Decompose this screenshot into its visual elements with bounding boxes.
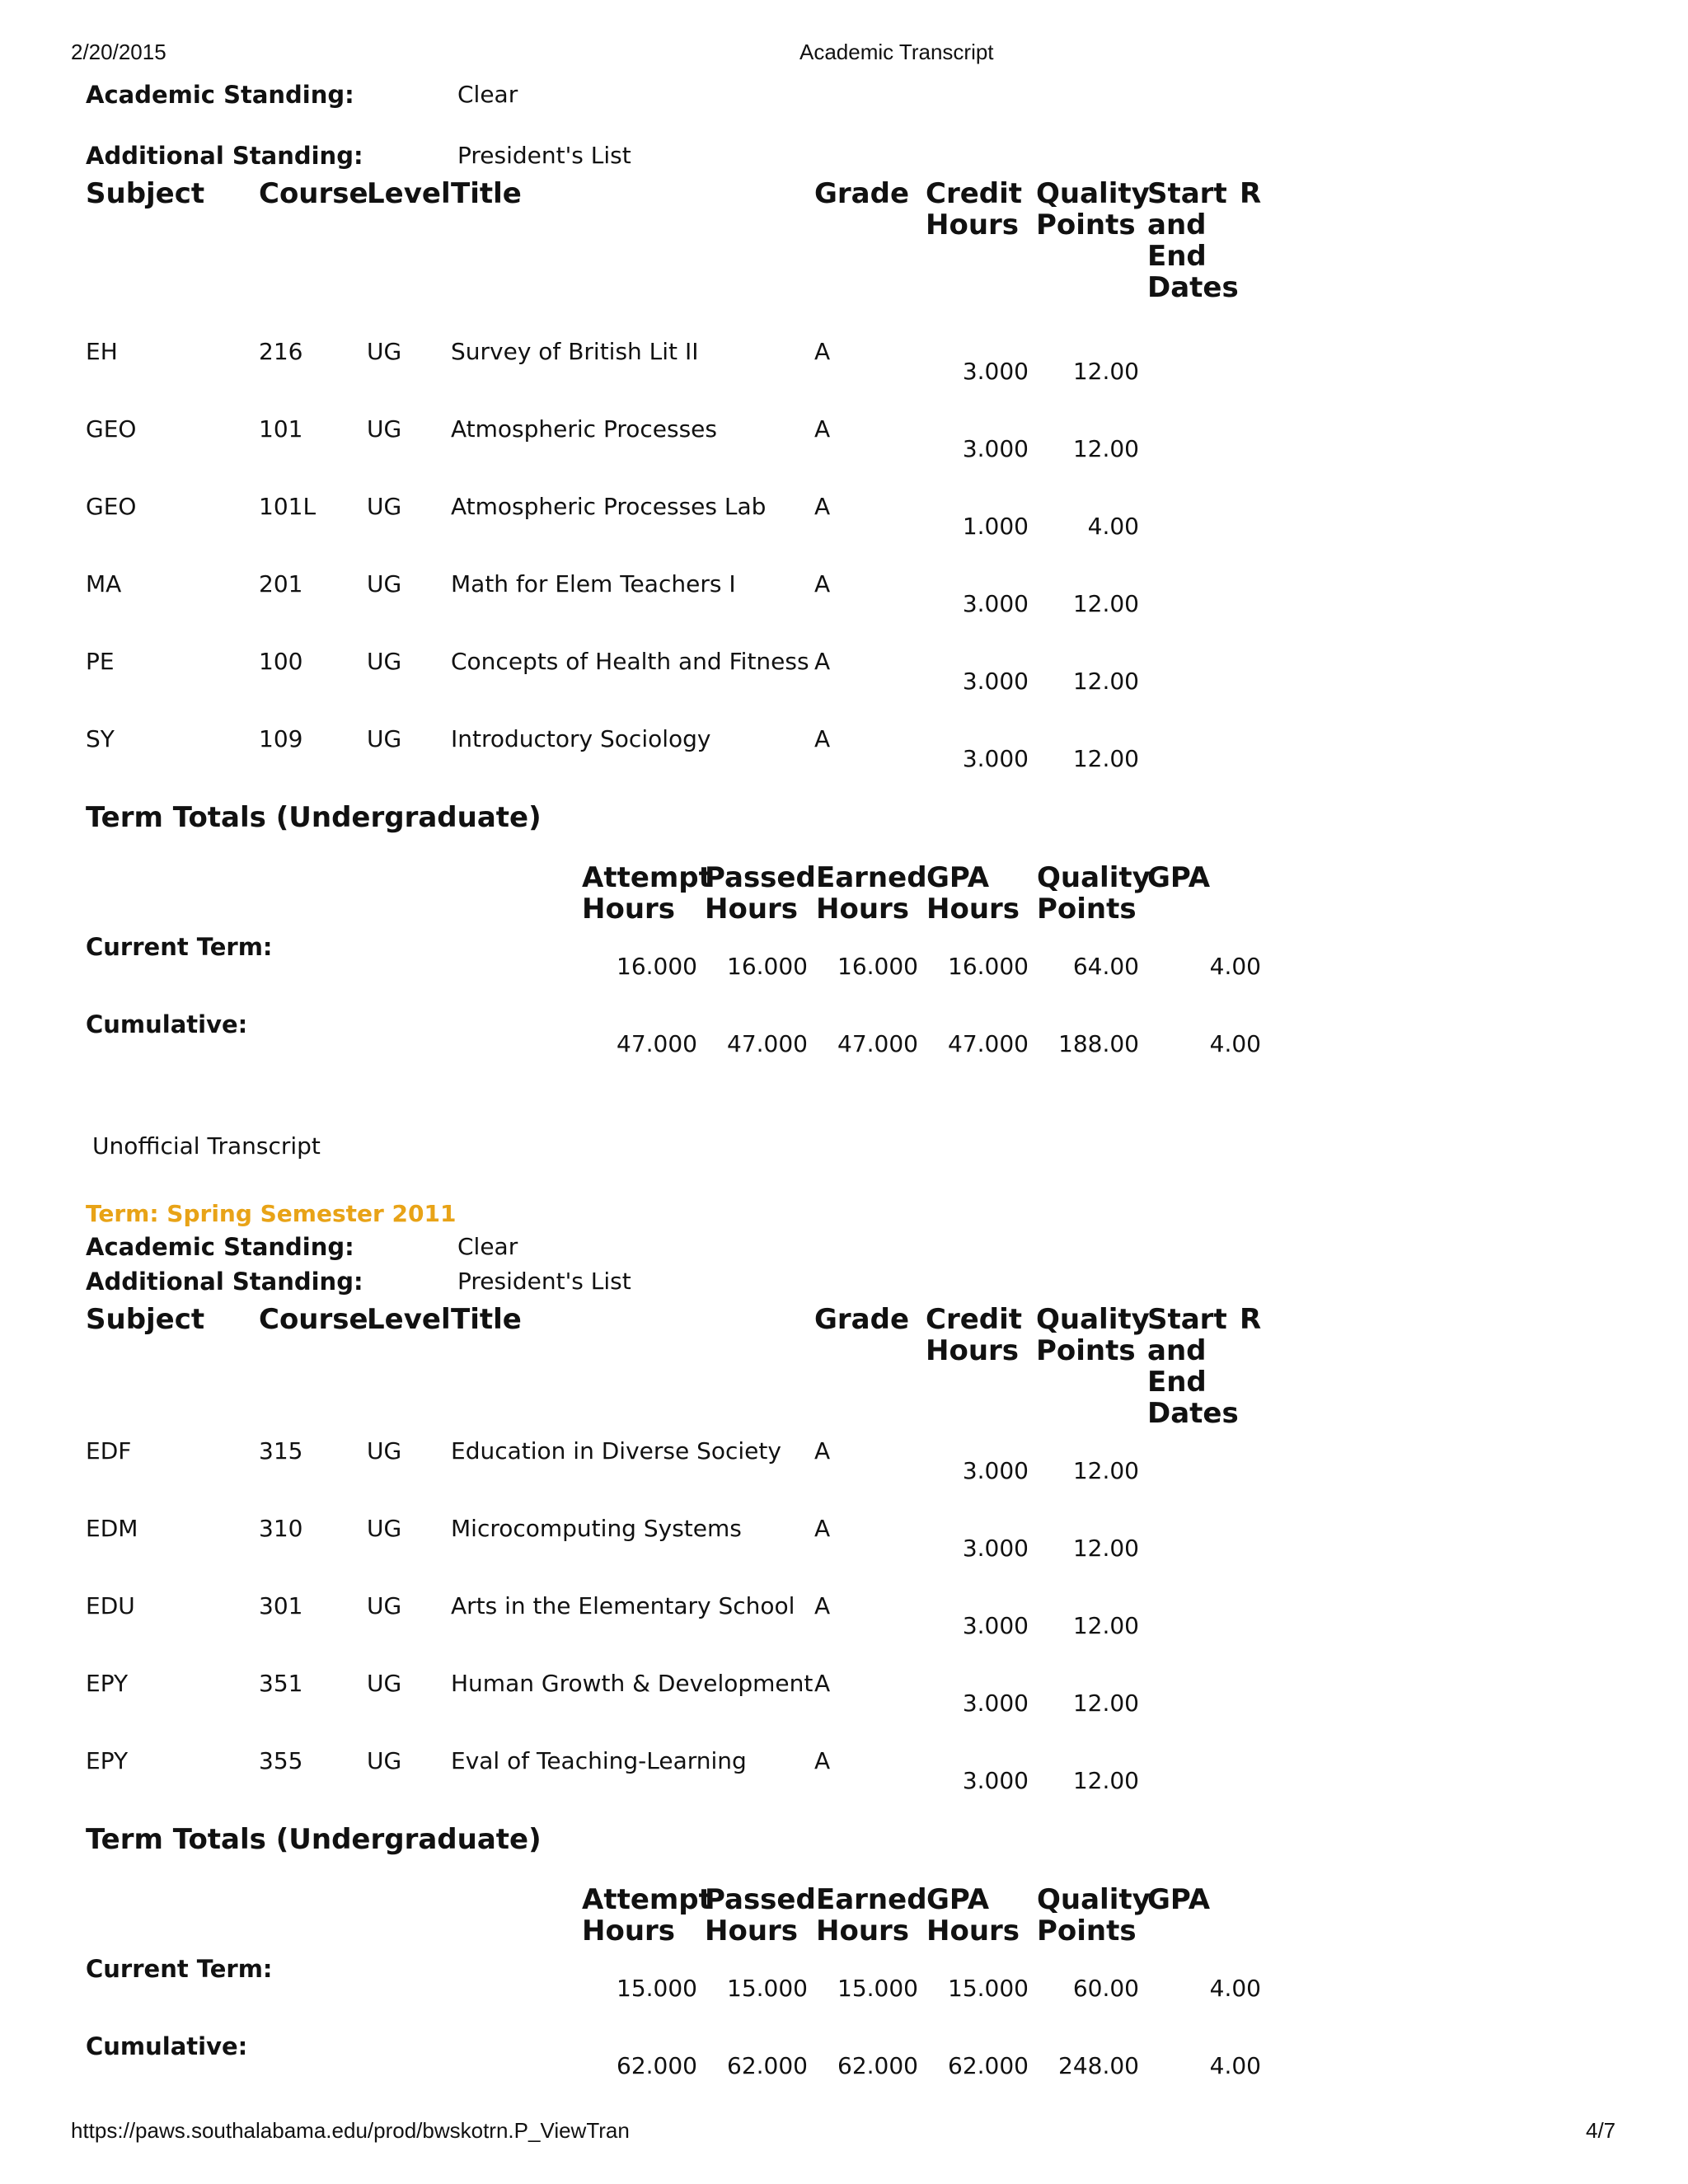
course-title: Introductory Sociology [451, 725, 711, 752]
academic-standing-label: Academic Standing: [86, 81, 354, 109]
totals-quality-points-header-line: Points [1037, 1915, 1137, 1947]
totals-gpa-hours-header-line: GPA [926, 1883, 990, 1916]
col-credit-hours-header-line: Hours [926, 1334, 1020, 1367]
course-grade: A [814, 725, 831, 752]
totals-passed-hours-header [705, 862, 816, 925]
course-credit-hours: 3.000 [962, 435, 1029, 462]
course-title: Concepts of Health and Fitness [451, 648, 809, 675]
col-dates-header-line: End [1147, 240, 1207, 273]
additional-standing-label: Additional Standing: [86, 142, 363, 170]
cumulative-gpa-hours: 62.000 [948, 2052, 1029, 2079]
course-title: Microcomputing Systems [451, 1515, 742, 1542]
course-number: 216 [259, 338, 303, 365]
course-credit-hours: 1.000 [962, 513, 1029, 540]
course-credit-hours: 3.000 [962, 1535, 1029, 1562]
term-totals-title: Term Totals (Undergraduate) [86, 801, 542, 834]
col-dates-header-line: Dates [1147, 1397, 1239, 1430]
course-number: 301 [259, 1592, 303, 1619]
col-r-header: R [1240, 1303, 1262, 1336]
course-level: UG [367, 1670, 402, 1697]
course-level: UG [367, 338, 402, 365]
totals-earned-hours-header [816, 1884, 927, 1947]
cumulative-gpa-hours: 47.000 [948, 1030, 1029, 1057]
totals-passed-hours-header-line: Hours [705, 1915, 799, 1947]
course-quality-points: 12.00 [1072, 1612, 1139, 1639]
academic-standing-value: Clear [457, 1233, 518, 1260]
col-credit-hours-header [926, 178, 1022, 241]
cumulative-gpa: 4.00 [1209, 1030, 1261, 1057]
course-quality-points: 12.00 [1072, 1690, 1139, 1717]
course-level: UG [367, 648, 402, 675]
col-course-header: Course [259, 1303, 368, 1336]
course-subject: PE [86, 648, 115, 675]
unofficial-transcript-note: Unofficial Transcript [92, 1132, 321, 1160]
col-grade-header: Grade [814, 1303, 910, 1336]
totals-gpa-header-line: GPA [1147, 1883, 1211, 1916]
course-number: 100 [259, 648, 303, 675]
course-level: UG [367, 725, 402, 752]
course-subject: GEO [86, 415, 137, 443]
current-term-quality: 60.00 [1072, 1975, 1139, 2002]
course-grade: A [814, 1747, 831, 1774]
col-title-header: Title [451, 177, 522, 210]
course-level: UG [367, 570, 402, 598]
course-quality-points: 12.00 [1072, 668, 1139, 695]
col-credit-hours-header-line: Credit [926, 1303, 1023, 1336]
additional-standing-label: Additional Standing: [86, 1268, 363, 1296]
totals-earned-hours-header-line: Earned [816, 861, 927, 894]
col-quality-points-header-line: Points [1036, 209, 1136, 241]
col-quality-points-header-line: Points [1036, 1334, 1136, 1367]
cumulative-quality: 188.00 [1058, 1030, 1139, 1057]
course-grade: A [814, 570, 831, 598]
totals-passed-hours-header-line: Passed [705, 1883, 816, 1916]
totals-attempt-hours-header-line: Hours [582, 1915, 676, 1947]
totals-passed-hours-header-line: Passed [705, 861, 816, 894]
totals-attempt-hours-header [582, 1884, 712, 1947]
totals-gpa-hours-header-line: Hours [926, 893, 1020, 926]
current-term-attempt: 15.000 [617, 1975, 697, 2002]
current-term-attempt: 16.000 [617, 953, 697, 980]
page-number: 4/7 [1586, 2118, 1616, 2143]
academic-standing-label: Academic Standing: [86, 1233, 354, 1261]
col-level-header: Level [367, 1303, 451, 1336]
current-term-passed: 16.000 [727, 953, 808, 980]
page-title: Academic Transcript [799, 40, 994, 64]
col-level-header: Level [367, 177, 451, 210]
course-title: Atmospheric Processes Lab [451, 493, 767, 520]
course-level: UG [367, 1437, 402, 1465]
course-level: UG [367, 493, 402, 520]
cumulative-passed: 47.000 [727, 1030, 808, 1057]
current-term-gpa: 4.00 [1209, 953, 1261, 980]
cumulative-earned: 62.000 [837, 2052, 918, 2079]
additional-standing-value: President's List [457, 142, 631, 169]
course-subject: EDF [86, 1437, 132, 1465]
course-subject: EDU [86, 1592, 135, 1619]
col-credit-hours-header [926, 1304, 1022, 1366]
totals-passed-hours-header [705, 1884, 816, 1947]
col-dates-header-line: and [1147, 209, 1207, 241]
current-term-earned: 15.000 [837, 1975, 918, 2002]
col-dates-header [1147, 178, 1239, 303]
course-title: Eval of Teaching-Learning [451, 1747, 747, 1774]
totals-attempt-hours-header-line: Attempt [582, 1883, 712, 1916]
totals-earned-hours-header-line: Hours [816, 1915, 910, 1947]
course-quality-points: 12.00 [1072, 358, 1139, 385]
current-term-label: Current Term: [86, 1955, 273, 1983]
col-dates-header-line: Start [1147, 1303, 1227, 1336]
academic-standing-value: Clear [457, 81, 518, 108]
totals-earned-hours-header-line: Earned [816, 1883, 927, 1916]
totals-gpa-header [1147, 862, 1210, 893]
course-subject: EDM [86, 1515, 138, 1542]
col-quality-points-header [1036, 1304, 1150, 1366]
current-term-earned: 16.000 [837, 953, 918, 980]
course-number: 355 [259, 1747, 303, 1774]
col-course-header: Course [259, 177, 368, 210]
cumulative-attempt: 47.000 [617, 1030, 697, 1057]
course-credit-hours: 3.000 [962, 668, 1029, 695]
course-number: 351 [259, 1670, 303, 1697]
course-grade: A [814, 493, 831, 520]
col-dates-header-line: Dates [1147, 271, 1239, 304]
course-number: 315 [259, 1437, 303, 1465]
col-quality-points-header-line: Quality [1036, 177, 1150, 210]
course-grade: A [814, 1515, 831, 1542]
totals-quality-points-header [1037, 1884, 1151, 1947]
course-credit-hours: 3.000 [962, 1690, 1029, 1717]
totals-earned-hours-header [816, 862, 927, 925]
cumulative-passed: 62.000 [727, 2052, 808, 2079]
col-dates-header [1147, 1304, 1239, 1429]
totals-gpa-hours-header [926, 862, 1020, 925]
course-quality-points: 12.00 [1072, 1457, 1139, 1484]
current-term-label: Current Term: [86, 933, 273, 961]
col-grade-header: Grade [814, 177, 910, 210]
course-quality-points: 4.00 [1087, 513, 1139, 540]
totals-gpa-header-line: GPA [1147, 861, 1211, 894]
additional-standing-value: President's List [457, 1268, 631, 1295]
course-grade: A [814, 648, 831, 675]
col-title-header: Title [451, 1303, 522, 1336]
totals-gpa-hours-header [926, 1884, 1020, 1947]
current-term-passed: 15.000 [727, 1975, 808, 2002]
course-grade: A [814, 415, 831, 443]
course-quality-points: 12.00 [1072, 435, 1139, 462]
course-grade: A [814, 338, 831, 365]
totals-quality-points-header [1037, 862, 1151, 925]
totals-attempt-hours-header [582, 862, 712, 925]
totals-attempt-hours-header-line: Attempt [582, 861, 712, 894]
course-subject: SY [86, 725, 115, 752]
course-credit-hours: 3.000 [962, 1767, 1029, 1794]
cumulative-label: Cumulative: [86, 1010, 248, 1038]
course-title: Human Growth & Development [451, 1670, 814, 1697]
course-grade: A [814, 1437, 831, 1465]
col-subject-header: Subject [86, 177, 205, 210]
current-term-gpa-hours: 15.000 [948, 1975, 1029, 2002]
course-number: 310 [259, 1515, 303, 1542]
totals-gpa-hours-header-line: Hours [926, 1915, 1020, 1947]
course-credit-hours: 3.000 [962, 590, 1029, 617]
course-subject: EPY [86, 1670, 129, 1697]
course-quality-points: 12.00 [1072, 1535, 1139, 1562]
col-r-header: R [1240, 177, 1262, 210]
course-number: 109 [259, 725, 303, 752]
course-quality-points: 12.00 [1072, 1767, 1139, 1794]
course-number: 101L [259, 493, 316, 520]
course-credit-hours: 3.000 [962, 1457, 1029, 1484]
current-term-gpa-hours: 16.000 [948, 953, 1029, 980]
course-level: UG [367, 1515, 402, 1542]
col-quality-points-header-line: Quality [1036, 1303, 1150, 1336]
course-subject: EH [86, 338, 118, 365]
course-grade: A [814, 1670, 831, 1697]
totals-gpa-hours-header-line: GPA [926, 861, 990, 894]
course-credit-hours: 3.000 [962, 745, 1029, 772]
course-title: Education in Diverse Society [451, 1437, 781, 1465]
course-subject: GEO [86, 493, 137, 520]
cumulative-quality: 248.00 [1058, 2052, 1139, 2079]
cumulative-label: Cumulative: [86, 2032, 248, 2060]
print-date: 2/20/2015 [71, 40, 166, 64]
totals-quality-points-header-line: Points [1037, 893, 1137, 926]
col-subject-header: Subject [86, 1303, 205, 1336]
col-credit-hours-header-line: Hours [926, 209, 1020, 241]
course-level: UG [367, 1747, 402, 1774]
course-title: Atmospheric Processes [451, 415, 717, 443]
course-grade: A [814, 1592, 831, 1619]
course-quality-points: 12.00 [1072, 745, 1139, 772]
term-title: Term: Spring Semester 2011 [86, 1200, 457, 1227]
totals-passed-hours-header-line: Hours [705, 893, 799, 926]
course-subject: EPY [86, 1747, 129, 1774]
course-credit-hours: 3.000 [962, 1612, 1029, 1639]
col-dates-header-line: End [1147, 1366, 1207, 1399]
page-url[interactable]: https://paws.southalabama.edu/prod/bwskotrn.P_ViewTran [71, 2118, 630, 2143]
totals-quality-points-header-line: Quality [1037, 1883, 1151, 1916]
col-quality-points-header [1036, 178, 1150, 241]
course-number: 101 [259, 415, 303, 443]
course-title: Math for Elem Teachers I [451, 570, 736, 598]
term-totals-title: Term Totals (Undergraduate) [86, 1823, 542, 1856]
totals-gpa-header [1147, 1884, 1210, 1915]
col-dates-header-line: Start [1147, 177, 1227, 210]
current-term-quality: 64.00 [1072, 953, 1139, 980]
totals-quality-points-header-line: Quality [1037, 861, 1151, 894]
totals-earned-hours-header-line: Hours [816, 893, 910, 926]
course-title: Arts in the Elementary School [451, 1592, 795, 1619]
col-credit-hours-header-line: Credit [926, 177, 1023, 210]
course-level: UG [367, 1592, 402, 1619]
course-title: Survey of British Lit II [451, 338, 699, 365]
course-level: UG [367, 415, 402, 443]
course-subject: MA [86, 570, 122, 598]
cumulative-attempt: 62.000 [617, 2052, 697, 2079]
course-number: 201 [259, 570, 303, 598]
course-quality-points: 12.00 [1072, 590, 1139, 617]
cumulative-gpa: 4.00 [1209, 2052, 1261, 2079]
current-term-gpa: 4.00 [1209, 1975, 1261, 2002]
cumulative-earned: 47.000 [837, 1030, 918, 1057]
course-credit-hours: 3.000 [962, 358, 1029, 385]
totals-attempt-hours-header-line: Hours [582, 893, 676, 926]
col-dates-header-line: and [1147, 1334, 1207, 1367]
